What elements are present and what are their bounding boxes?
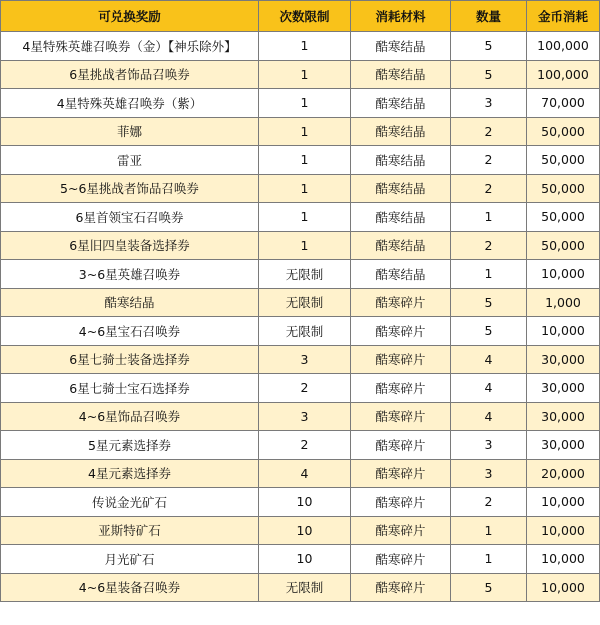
cell-reward: 6星挑战者饰品召唤券 bbox=[1, 60, 259, 89]
cell-limit: 无限制 bbox=[259, 573, 351, 602]
cell-quantity: 1 bbox=[451, 260, 527, 289]
cell-reward: 雷亚 bbox=[1, 146, 259, 175]
table-row bbox=[1, 573, 600, 602]
cell-material: 酷寒碎片 bbox=[351, 402, 451, 431]
header-reward: 可兑换奖励 bbox=[1, 1, 259, 32]
cell-limit: 无限制 bbox=[259, 317, 351, 346]
table-row bbox=[1, 60, 600, 89]
cell-material: 酷寒结晶 bbox=[351, 60, 451, 89]
cell-material: 酷寒碎片 bbox=[351, 317, 451, 346]
cell-gold: 100,000 bbox=[527, 32, 600, 61]
cell-limit: 1 bbox=[259, 32, 351, 61]
cell-quantity: 5 bbox=[451, 573, 527, 602]
cell-reward: 4~6星宝石召唤券 bbox=[1, 317, 259, 346]
cell-material: 酷寒碎片 bbox=[351, 516, 451, 545]
cell-reward: 月光矿石 bbox=[1, 545, 259, 574]
cell-quantity: 4 bbox=[451, 345, 527, 374]
table-header bbox=[1, 1, 600, 32]
cell-quantity: 1 bbox=[451, 203, 527, 232]
cell-quantity: 3 bbox=[451, 431, 527, 460]
cell-limit: 10 bbox=[259, 516, 351, 545]
table-row bbox=[1, 317, 600, 346]
cell-limit: 3 bbox=[259, 402, 351, 431]
cell-gold: 30,000 bbox=[527, 345, 600, 374]
table-row bbox=[1, 374, 600, 403]
cell-material: 酷寒碎片 bbox=[351, 545, 451, 574]
cell-limit: 1 bbox=[259, 231, 351, 260]
table-row bbox=[1, 345, 600, 374]
cell-quantity: 3 bbox=[451, 459, 527, 488]
cell-material: 酷寒碎片 bbox=[351, 431, 451, 460]
cell-quantity: 1 bbox=[451, 516, 527, 545]
table-row bbox=[1, 288, 600, 317]
cell-limit: 1 bbox=[259, 146, 351, 175]
cell-gold: 50,000 bbox=[527, 174, 600, 203]
cell-reward: 3~6星英雄召唤券 bbox=[1, 260, 259, 289]
table-row bbox=[1, 488, 600, 517]
cell-gold: 20,000 bbox=[527, 459, 600, 488]
cell-quantity: 2 bbox=[451, 174, 527, 203]
cell-quantity: 5 bbox=[451, 288, 527, 317]
cell-reward: 菲娜 bbox=[1, 117, 259, 146]
cell-quantity: 5 bbox=[451, 32, 527, 61]
cell-reward: 4星元素选择券 bbox=[1, 459, 259, 488]
cell-gold: 50,000 bbox=[527, 231, 600, 260]
cell-gold: 30,000 bbox=[527, 431, 600, 460]
cell-limit: 4 bbox=[259, 459, 351, 488]
cell-gold: 10,000 bbox=[527, 573, 600, 602]
cell-limit: 1 bbox=[259, 174, 351, 203]
cell-limit: 1 bbox=[259, 117, 351, 146]
cell-reward: 5~6星挑战者饰品召唤券 bbox=[1, 174, 259, 203]
table-row bbox=[1, 431, 600, 460]
table-body bbox=[1, 32, 600, 602]
table-row bbox=[1, 260, 600, 289]
cell-reward: 6星七骑士装备选择券 bbox=[1, 345, 259, 374]
cell-limit: 1 bbox=[259, 89, 351, 118]
cell-limit: 1 bbox=[259, 203, 351, 232]
table-row bbox=[1, 545, 600, 574]
table-row bbox=[1, 174, 600, 203]
cell-material: 酷寒碎片 bbox=[351, 374, 451, 403]
cell-gold: 10,000 bbox=[527, 488, 600, 517]
table-row bbox=[1, 117, 600, 146]
cell-material: 酷寒碎片 bbox=[351, 345, 451, 374]
cell-material: 酷寒结晶 bbox=[351, 146, 451, 175]
table-row bbox=[1, 32, 600, 61]
header-limit: 次数限制 bbox=[259, 1, 351, 32]
cell-material: 酷寒碎片 bbox=[351, 459, 451, 488]
cell-quantity: 4 bbox=[451, 402, 527, 431]
cell-gold: 1,000 bbox=[527, 288, 600, 317]
cell-limit: 3 bbox=[259, 345, 351, 374]
table-row bbox=[1, 231, 600, 260]
cell-material: 酷寒结晶 bbox=[351, 203, 451, 232]
cell-limit: 无限制 bbox=[259, 288, 351, 317]
cell-quantity: 2 bbox=[451, 117, 527, 146]
cell-gold: 50,000 bbox=[527, 203, 600, 232]
cell-reward: 6星旧四皇装备选择券 bbox=[1, 231, 259, 260]
cell-material: 酷寒结晶 bbox=[351, 89, 451, 118]
cell-gold: 50,000 bbox=[527, 117, 600, 146]
header-material: 消耗材料 bbox=[351, 1, 451, 32]
cell-quantity: 5 bbox=[451, 60, 527, 89]
table-row bbox=[1, 459, 600, 488]
cell-limit: 2 bbox=[259, 374, 351, 403]
header-row bbox=[1, 1, 600, 32]
cell-quantity: 3 bbox=[451, 89, 527, 118]
cell-material: 酷寒结晶 bbox=[351, 260, 451, 289]
cell-quantity: 2 bbox=[451, 146, 527, 175]
cell-reward: 亚斯特矿石 bbox=[1, 516, 259, 545]
cell-gold: 10,000 bbox=[527, 516, 600, 545]
cell-quantity: 4 bbox=[451, 374, 527, 403]
cell-limit: 10 bbox=[259, 488, 351, 517]
table-row bbox=[1, 89, 600, 118]
cell-material: 酷寒结晶 bbox=[351, 174, 451, 203]
table-row bbox=[1, 516, 600, 545]
table-row bbox=[1, 203, 600, 232]
cell-gold: 10,000 bbox=[527, 260, 600, 289]
cell-gold: 100,000 bbox=[527, 60, 600, 89]
cell-reward: 4~6星装备召唤券 bbox=[1, 573, 259, 602]
cell-material: 酷寒结晶 bbox=[351, 231, 451, 260]
cell-quantity: 2 bbox=[451, 488, 527, 517]
cell-reward: 酷寒结晶 bbox=[1, 288, 259, 317]
cell-material: 酷寒结晶 bbox=[351, 32, 451, 61]
cell-quantity: 5 bbox=[451, 317, 527, 346]
table-row bbox=[1, 146, 600, 175]
header-quantity: 数量 bbox=[451, 1, 527, 32]
cell-reward: 6星首领宝石召唤券 bbox=[1, 203, 259, 232]
cell-quantity: 2 bbox=[451, 231, 527, 260]
cell-gold: 50,000 bbox=[527, 146, 600, 175]
cell-reward: 4~6星饰品召唤券 bbox=[1, 402, 259, 431]
table-row bbox=[1, 402, 600, 431]
cell-limit: 2 bbox=[259, 431, 351, 460]
cell-limit: 10 bbox=[259, 545, 351, 574]
cell-quantity: 1 bbox=[451, 545, 527, 574]
cell-gold: 10,000 bbox=[527, 545, 600, 574]
header-gold: 金币消耗 bbox=[527, 1, 600, 32]
cell-material: 酷寒碎片 bbox=[351, 573, 451, 602]
cell-reward: 4星特殊英雄召唤券（金）【神乐除外】 bbox=[1, 32, 259, 61]
cell-limit: 1 bbox=[259, 60, 351, 89]
cell-reward: 6星七骑士宝石选择券 bbox=[1, 374, 259, 403]
cell-gold: 10,000 bbox=[527, 317, 600, 346]
cell-gold: 70,000 bbox=[527, 89, 600, 118]
cell-gold: 30,000 bbox=[527, 374, 600, 403]
cell-gold: 30,000 bbox=[527, 402, 600, 431]
cell-reward: 5星元素选择券 bbox=[1, 431, 259, 460]
cell-material: 酷寒结晶 bbox=[351, 117, 451, 146]
cell-reward: 传说金光矿石 bbox=[1, 488, 259, 517]
cell-material: 酷寒碎片 bbox=[351, 488, 451, 517]
cell-reward: 4星特殊英雄召唤券（紫） bbox=[1, 89, 259, 118]
cell-material: 酷寒碎片 bbox=[351, 288, 451, 317]
cell-limit: 无限制 bbox=[259, 260, 351, 289]
